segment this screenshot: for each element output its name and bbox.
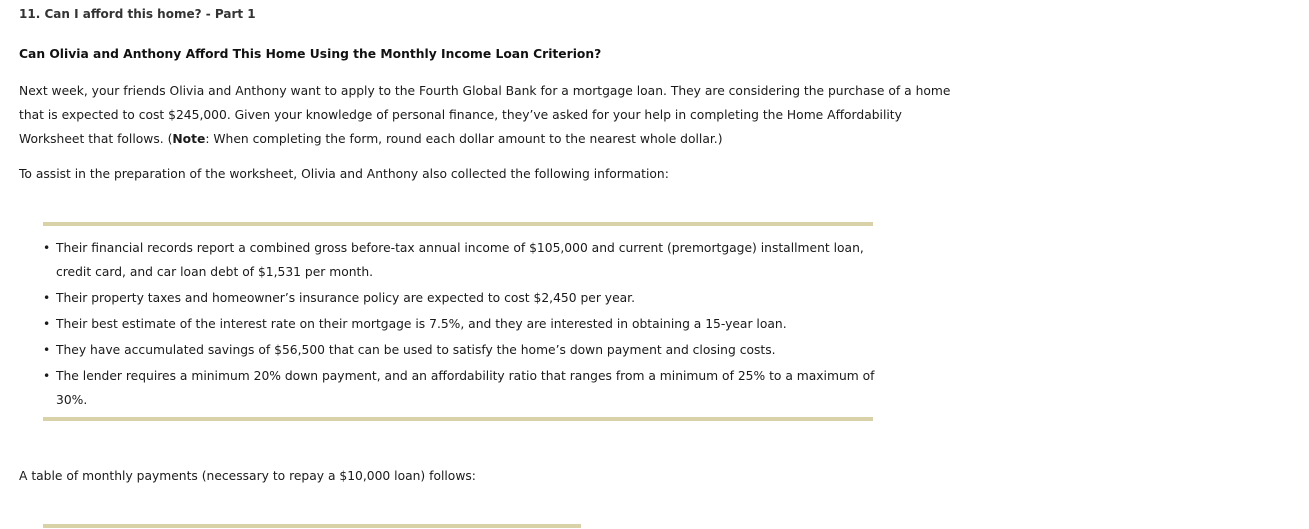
bullet-icon: • <box>43 369 51 383</box>
info-item-savings <box>43 338 873 362</box>
table-intro: A table of monthly payments (necessary to repay a $10,000 loan) follows: <box>19 469 476 483</box>
intro-line-3 <box>19 127 944 151</box>
note-label: Note <box>172 132 206 146</box>
bullet-icon: • <box>43 317 51 331</box>
table-top-divider <box>43 524 581 528</box>
info-item-text: Their property taxes and homeowner’s insurance policy are expected to cost $2,450 per year. <box>56 291 636 305</box>
info-item-text: 30%. <box>56 393 88 407</box>
info-item-text: Their financial records report a combined gross before-tax annual income of $105,000 and current (premortgage) installment loan, <box>56 241 864 255</box>
intro-line-1: Next week, your friends Olivia and Anthony want to apply to the Fourth Global Bank for a mortgage loan. They are considering the purchase of a home <box>19 84 951 98</box>
question-number: 11. <box>19 7 41 21</box>
info-item-text: The lender requires a minimum 20% down payment, and an affordability ratio that ranges from a minimum of 25% to a maximum of <box>56 369 875 383</box>
info-item-interest <box>43 312 873 336</box>
info-item-lender <box>43 364 873 412</box>
assist-text: To assist in the preparation of the worksheet, Olivia and Anthony also collected the following information: <box>19 167 669 181</box>
info-item-text: They have accumulated savings of $56,500 that can be used to satisfy the home’s down payment and closing costs. <box>56 343 776 357</box>
info-item-taxes <box>43 286 873 310</box>
intro-line-2: that is expected to cost $245,000. Given your knowledge of personal finance, they’ve asked for your help in completing the Home Affordability <box>19 108 902 122</box>
question-title-text: Can I afford this home? - Part 1 <box>44 7 256 21</box>
section-heading: Can Olivia and Anthony Afford This Home Using the Monthly Income Loan Criterion? <box>19 47 602 61</box>
intro-line-3-start: Worksheet that follows. ( <box>19 132 173 146</box>
info-list <box>43 236 873 414</box>
bullet-icon: • <box>43 291 51 305</box>
question-title <box>19 7 256 21</box>
info-item-text: credit card, and car loan debt of $1,531 per month. <box>56 265 374 279</box>
info-item-text: Their best estimate of the interest rate on their mortgage is 7.5%, and they are interested in obtaining a 15-year loan. <box>56 317 787 331</box>
info-box <box>43 222 873 421</box>
intro-line-3-end: : When completing the form, round each dollar amount to the nearest whole dollar.) <box>205 132 723 146</box>
intro-paragraph <box>19 79 951 151</box>
bullet-icon: • <box>43 241 51 255</box>
info-item-income <box>43 236 873 284</box>
bullet-icon: • <box>43 343 51 357</box>
